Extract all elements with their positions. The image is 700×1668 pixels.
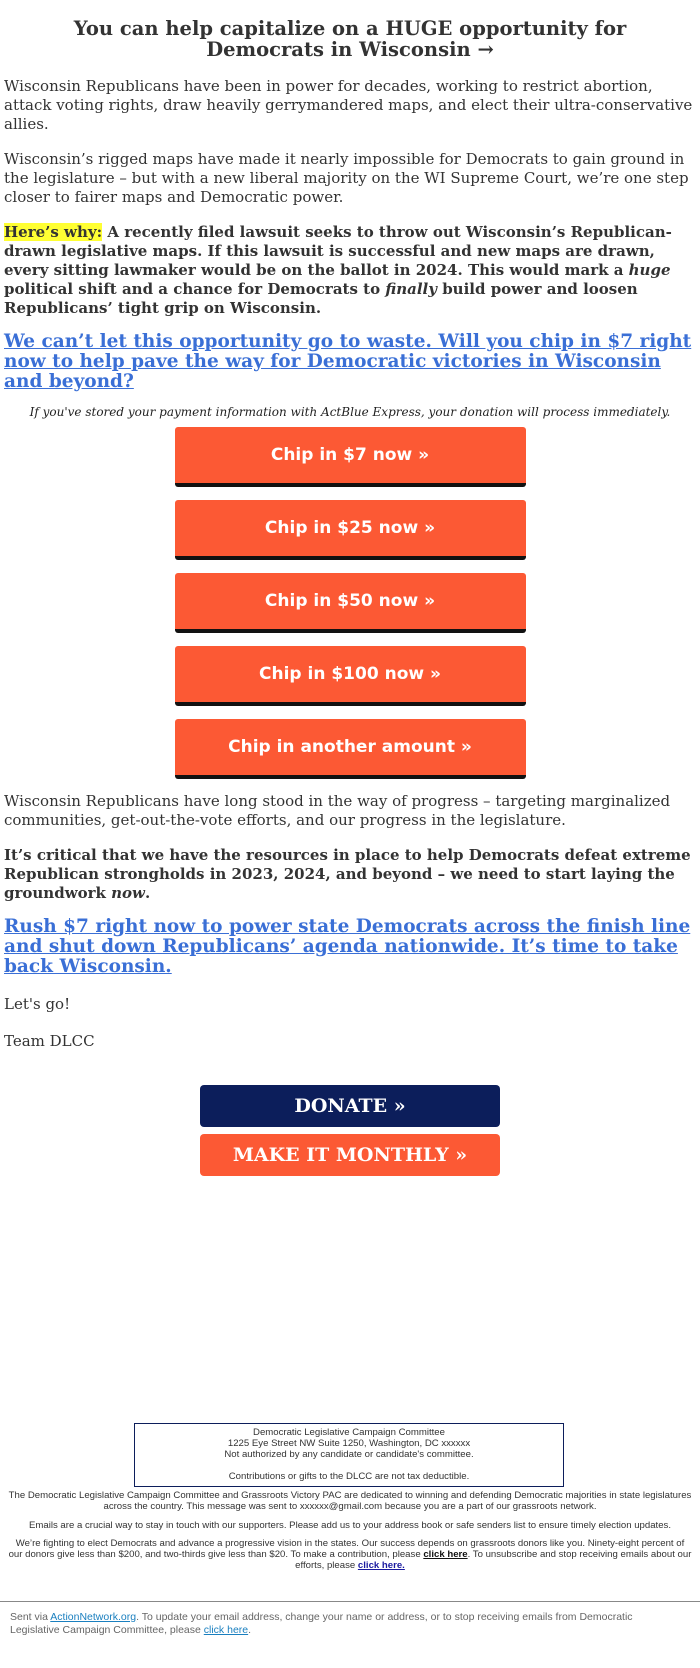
signoff-lets-go: Let's go!: [4, 995, 71, 1013]
critical-text: It’s critical that we have the resources in place to help Democrats defeat extreme Republican strongholds in 2023, 2024, and beyond – we need to start laying the groundwork: [4, 846, 691, 902]
critical-emphasis-now: now: [111, 884, 145, 902]
lawsuit-text-a: A recently filed lawsuit seeks to throw out Wisconsin’s Republican-drawn legislative maps. If this lawsuit is successful and new maps are drawn, every sitting lawmaker would be on the ballot in 2024. This would mark a: [4, 223, 672, 279]
donate-button-group: [0, 1085, 700, 1176]
donors-text-b: . To unsubscribe and stop receiving emails about our efforts, please: [295, 1549, 692, 1571]
unsubscribe-click-here-link[interactable]: click here.: [357, 1560, 405, 1571]
chip-in-other-amount-button[interactable]: Chip in another amount »: [175, 719, 526, 779]
heres-why-highlight: Here’s why:: [4, 223, 103, 241]
chip-in-25-button[interactable]: Chip in $25 now »: [175, 500, 526, 560]
lawsuit-emphasis-finally: finally: [385, 280, 437, 298]
chip-in-50-button[interactable]: Chip in $50 now »: [175, 573, 526, 633]
paragraph-critical-resources: [0, 846, 700, 903]
lawsuit-text-c: build power and loosen Republicans’ tight grip on Wisconsin.: [4, 280, 638, 317]
paragraph-lawsuit: [0, 223, 700, 318]
lawsuit-text-b: political shift and a chance for Democrats to: [4, 280, 386, 298]
chip-in-7-link[interactable]: We can’t let this opportunity go to waste. Will you chip in $7 right now to help pave the way for Democratic victories in Wisconsin and beyond?: [4, 331, 692, 392]
sent-via-text: [10, 1611, 680, 1637]
footer-spacer: [135, 1460, 563, 1471]
chip-in-100-button[interactable]: Chip in $100 now »: [175, 646, 526, 706]
footer-divider: [0, 1601, 700, 1602]
donors-text-a: We’re fighting to elect Democrats and advance a progressive vision in the states. Our success depends on grassroots donors like you. Ninety-eight percent of our donors give less than $200, and two-thirds give less than $20. To make a contribution, please: [8, 1538, 685, 1560]
footer-address-box: [134, 1423, 564, 1487]
footer-donors-text: [8, 1538, 692, 1571]
make-it-monthly-button[interactable]: MAKE IT MONTHLY »: [200, 1134, 500, 1176]
paragraph-republicans-in-power: Wisconsin Republicans have been in power for decades, working to restrict abortion, attack voting rights, draw heavily gerrymandered maps, and elect their ultra-conservative allies.: [4, 77, 693, 133]
email-headline: You can help capitalize on a HUGE opportunity for Democrats in Wisconsin →: [73, 17, 627, 61]
paragraph-progress: Wisconsin Republicans have long stood in the way of progress – targeting marginalized communities, get-out-the-vote efforts, and our progress in the legislature.: [4, 792, 671, 829]
footer-tax-note: Contributions or gifts to the DLCC are not tax deductible.: [228, 1471, 470, 1482]
actionnetwork-link[interactable]: ActionNetwork.org: [50, 1611, 137, 1623]
donate-button[interactable]: DONATE »: [200, 1085, 500, 1127]
sent-via-end: .: [248, 1624, 252, 1636]
lawsuit-emphasis-huge: huge: [628, 261, 671, 279]
critical-end: .: [144, 884, 151, 902]
signoff-team: Team DLCC: [4, 1032, 95, 1050]
chip-in-7-button[interactable]: Chip in $7 now »: [175, 427, 526, 487]
paragraph-rigged-maps: Wisconsin’s rigged maps have made it nearly impossible for Democrats to gain ground in the legislature – but with a new liberal majority on the WI Supreme Court, we’re one step closer to fairer maps and Democratic power.: [4, 150, 689, 206]
footer-address: 1225 Eye Street NW Suite 1250, Washington, DC xxxxxx: [227, 1438, 471, 1449]
footer-org-name: Democratic Legislative Campaign Committee: [253, 1427, 445, 1438]
contribution-click-here-link[interactable]: click here: [423, 1549, 468, 1560]
update-email-click-here-link[interactable]: click here: [203, 1624, 249, 1636]
sent-via-prefix: Sent via: [10, 1611, 51, 1623]
rush-7-link[interactable]: Rush $7 right now to power state Democrats across the finish line and shut down Republicans’ agenda nationwide. It’s time to take back Wisconsin.: [4, 916, 691, 977]
footer-mission-text: The Democratic Legislative Campaign Committee and Grassroots Victory PAC are dedicated to winning and defending Democratic majorities in state legislatures across the country. This message was sent to xxxxxx@gmail.com because you are a part of our grassroots network.: [8, 1490, 692, 1512]
footer-emails-text: Emails are a crucial way to stay in touch with our supporters. Please add us to your address book or safe senders list to ensure timely election updates.: [28, 1520, 672, 1531]
chip-in-button-group: [0, 427, 700, 779]
footer-authorization: Not authorized by any candidate or candidate's committee.: [224, 1449, 474, 1460]
actblue-express-note: If you've stored your payment information with ActBlue Express, your donation will process immediately.: [29, 405, 671, 419]
sent-via-body: . To update your email address, change your name or address, or to stop receiving emails from Democratic Legislative Campaign Committee, please: [10, 1611, 633, 1636]
